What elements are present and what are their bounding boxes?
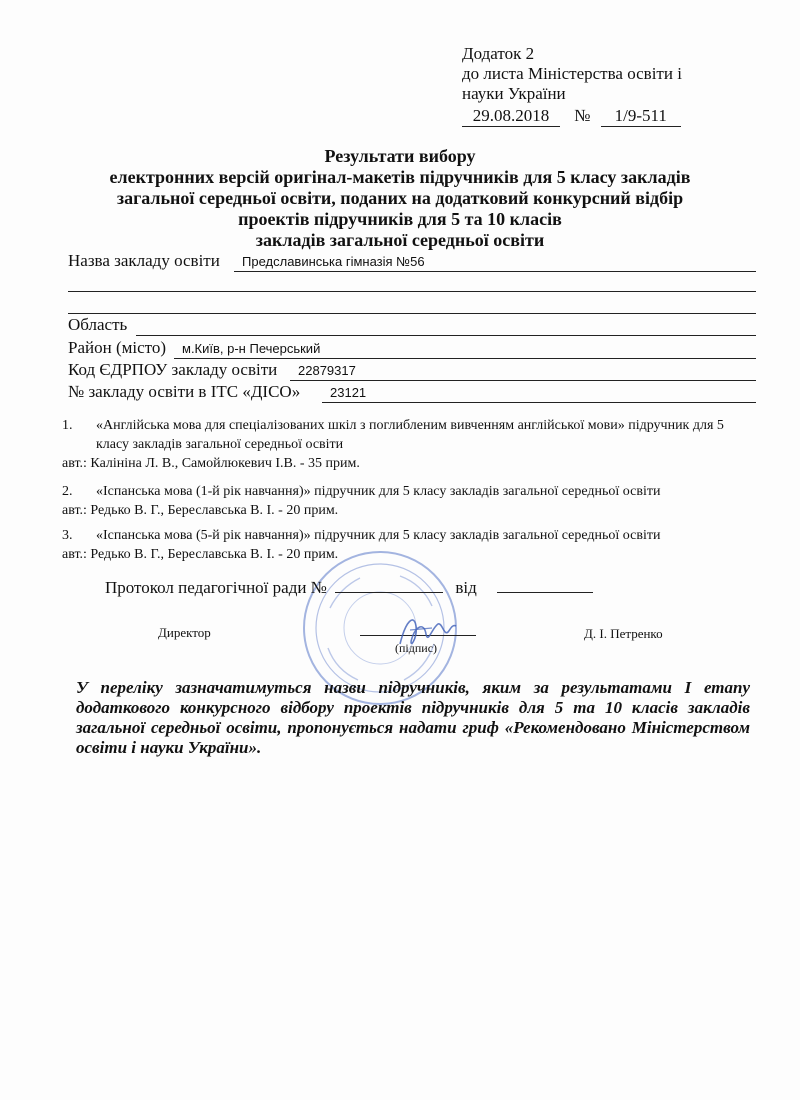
region-underline <box>136 335 756 336</box>
protocol-from-label: від <box>455 578 477 597</box>
annex-block <box>462 44 762 127</box>
title-line-2: електронних версій оригінал-макетів підручників для 5 класу закладів <box>109 167 691 187</box>
handwritten-signature-icon <box>392 610 462 656</box>
annex-ministry-line: науки України <box>462 84 566 103</box>
recommendation-note: У переліку зазначатимуться назви підручників, яким за результатами I етапу додаткового конкурсного відбору проектів підручників для 5 та 10 класів закладів загальної середньої освіти, пропонується надати гриф «Рекомендовано Міністерством освіти і науки України». <box>76 678 750 757</box>
director-name: Д. І. Петренко <box>584 626 663 641</box>
protocol-label: Протокол педагогічної ради № <box>105 578 327 597</box>
book-number: 2. <box>62 484 73 499</box>
book-authors: авт.: Калініна Л. В., Самойлюкевич І.В. - 35 прим. <box>62 456 360 471</box>
book-title: «Англійська мова для спеціалізованих шкіл з поглибленим вивченням англійської мови» підручник для 5 класу закладів загальної середньої освіти <box>96 418 724 452</box>
school-name-label: Назва закладу освіти <box>68 251 220 270</box>
document-title <box>40 146 760 251</box>
title-line-5: закладів загальної середньої освіти <box>255 230 545 250</box>
district-row <box>68 337 756 359</box>
book-number: 3. <box>62 528 73 543</box>
book-item-2 <box>62 482 762 520</box>
annex-date: 29.08.2018 <box>462 106 560 127</box>
signature-caption: (підпис) <box>395 641 438 655</box>
edrpou-value: 22879317 <box>298 363 356 378</box>
annex-number: 1/9-511 <box>601 106 681 127</box>
school-name-value: Предславинська гімназія №56 <box>242 254 425 269</box>
protocol-line <box>105 578 593 598</box>
district-label: Район (місто) <box>68 338 166 357</box>
protocol-date-blank <box>497 578 593 593</box>
school-name-row <box>68 250 756 272</box>
district-value: м.Київ, р-н Печерський <box>182 341 321 356</box>
school-name-underline <box>234 271 756 272</box>
edrpou-row <box>68 359 756 381</box>
book-authors: авт.: Редько В. Г., Береславська В. І. - 20 прим. <box>62 503 339 518</box>
protocol-number-blank <box>335 578 443 593</box>
annex-reference <box>462 106 762 127</box>
book-authors: авт.: Редько В. Г., Береславська В. І. - 20 прим. <box>62 547 339 562</box>
book-item-1 <box>62 416 762 472</box>
book-number: 1. <box>62 418 73 433</box>
director-label: Директор <box>158 625 211 640</box>
title-line-3: загальної середньої освіти, поданих на додатковий конкурсний відбір <box>116 188 684 208</box>
itc-label: № закладу освіти в ІТС «ДІСО» <box>68 382 301 401</box>
edrpou-label: Код ЄДРПОУ закладу освіти <box>68 360 278 379</box>
region-row <box>68 314 756 336</box>
book-title: «Іспанська мова (5-й рік навчання)» підручник для 5 класу закладів загальної середньої освіти <box>96 528 661 543</box>
blank-line-1 <box>68 291 756 292</box>
itc-row <box>68 381 756 403</box>
region-label: Область <box>68 315 128 334</box>
itc-underline <box>322 402 756 403</box>
annex-letter-line: до листа Міністерства освіти і <box>462 64 682 83</box>
annex-title: Додаток 2 <box>462 44 535 63</box>
title-line-1: Результати вибору <box>324 146 476 166</box>
itc-value: 23121 <box>330 385 367 400</box>
annex-number-sign: № <box>574 106 591 125</box>
book-title: «Іспанська мова (1-й рік навчання)» підручник для 5 класу закладів загальної середньої освіти <box>96 484 661 499</box>
title-line-4: проектів підручників для 5 та 10 класів <box>238 209 562 229</box>
